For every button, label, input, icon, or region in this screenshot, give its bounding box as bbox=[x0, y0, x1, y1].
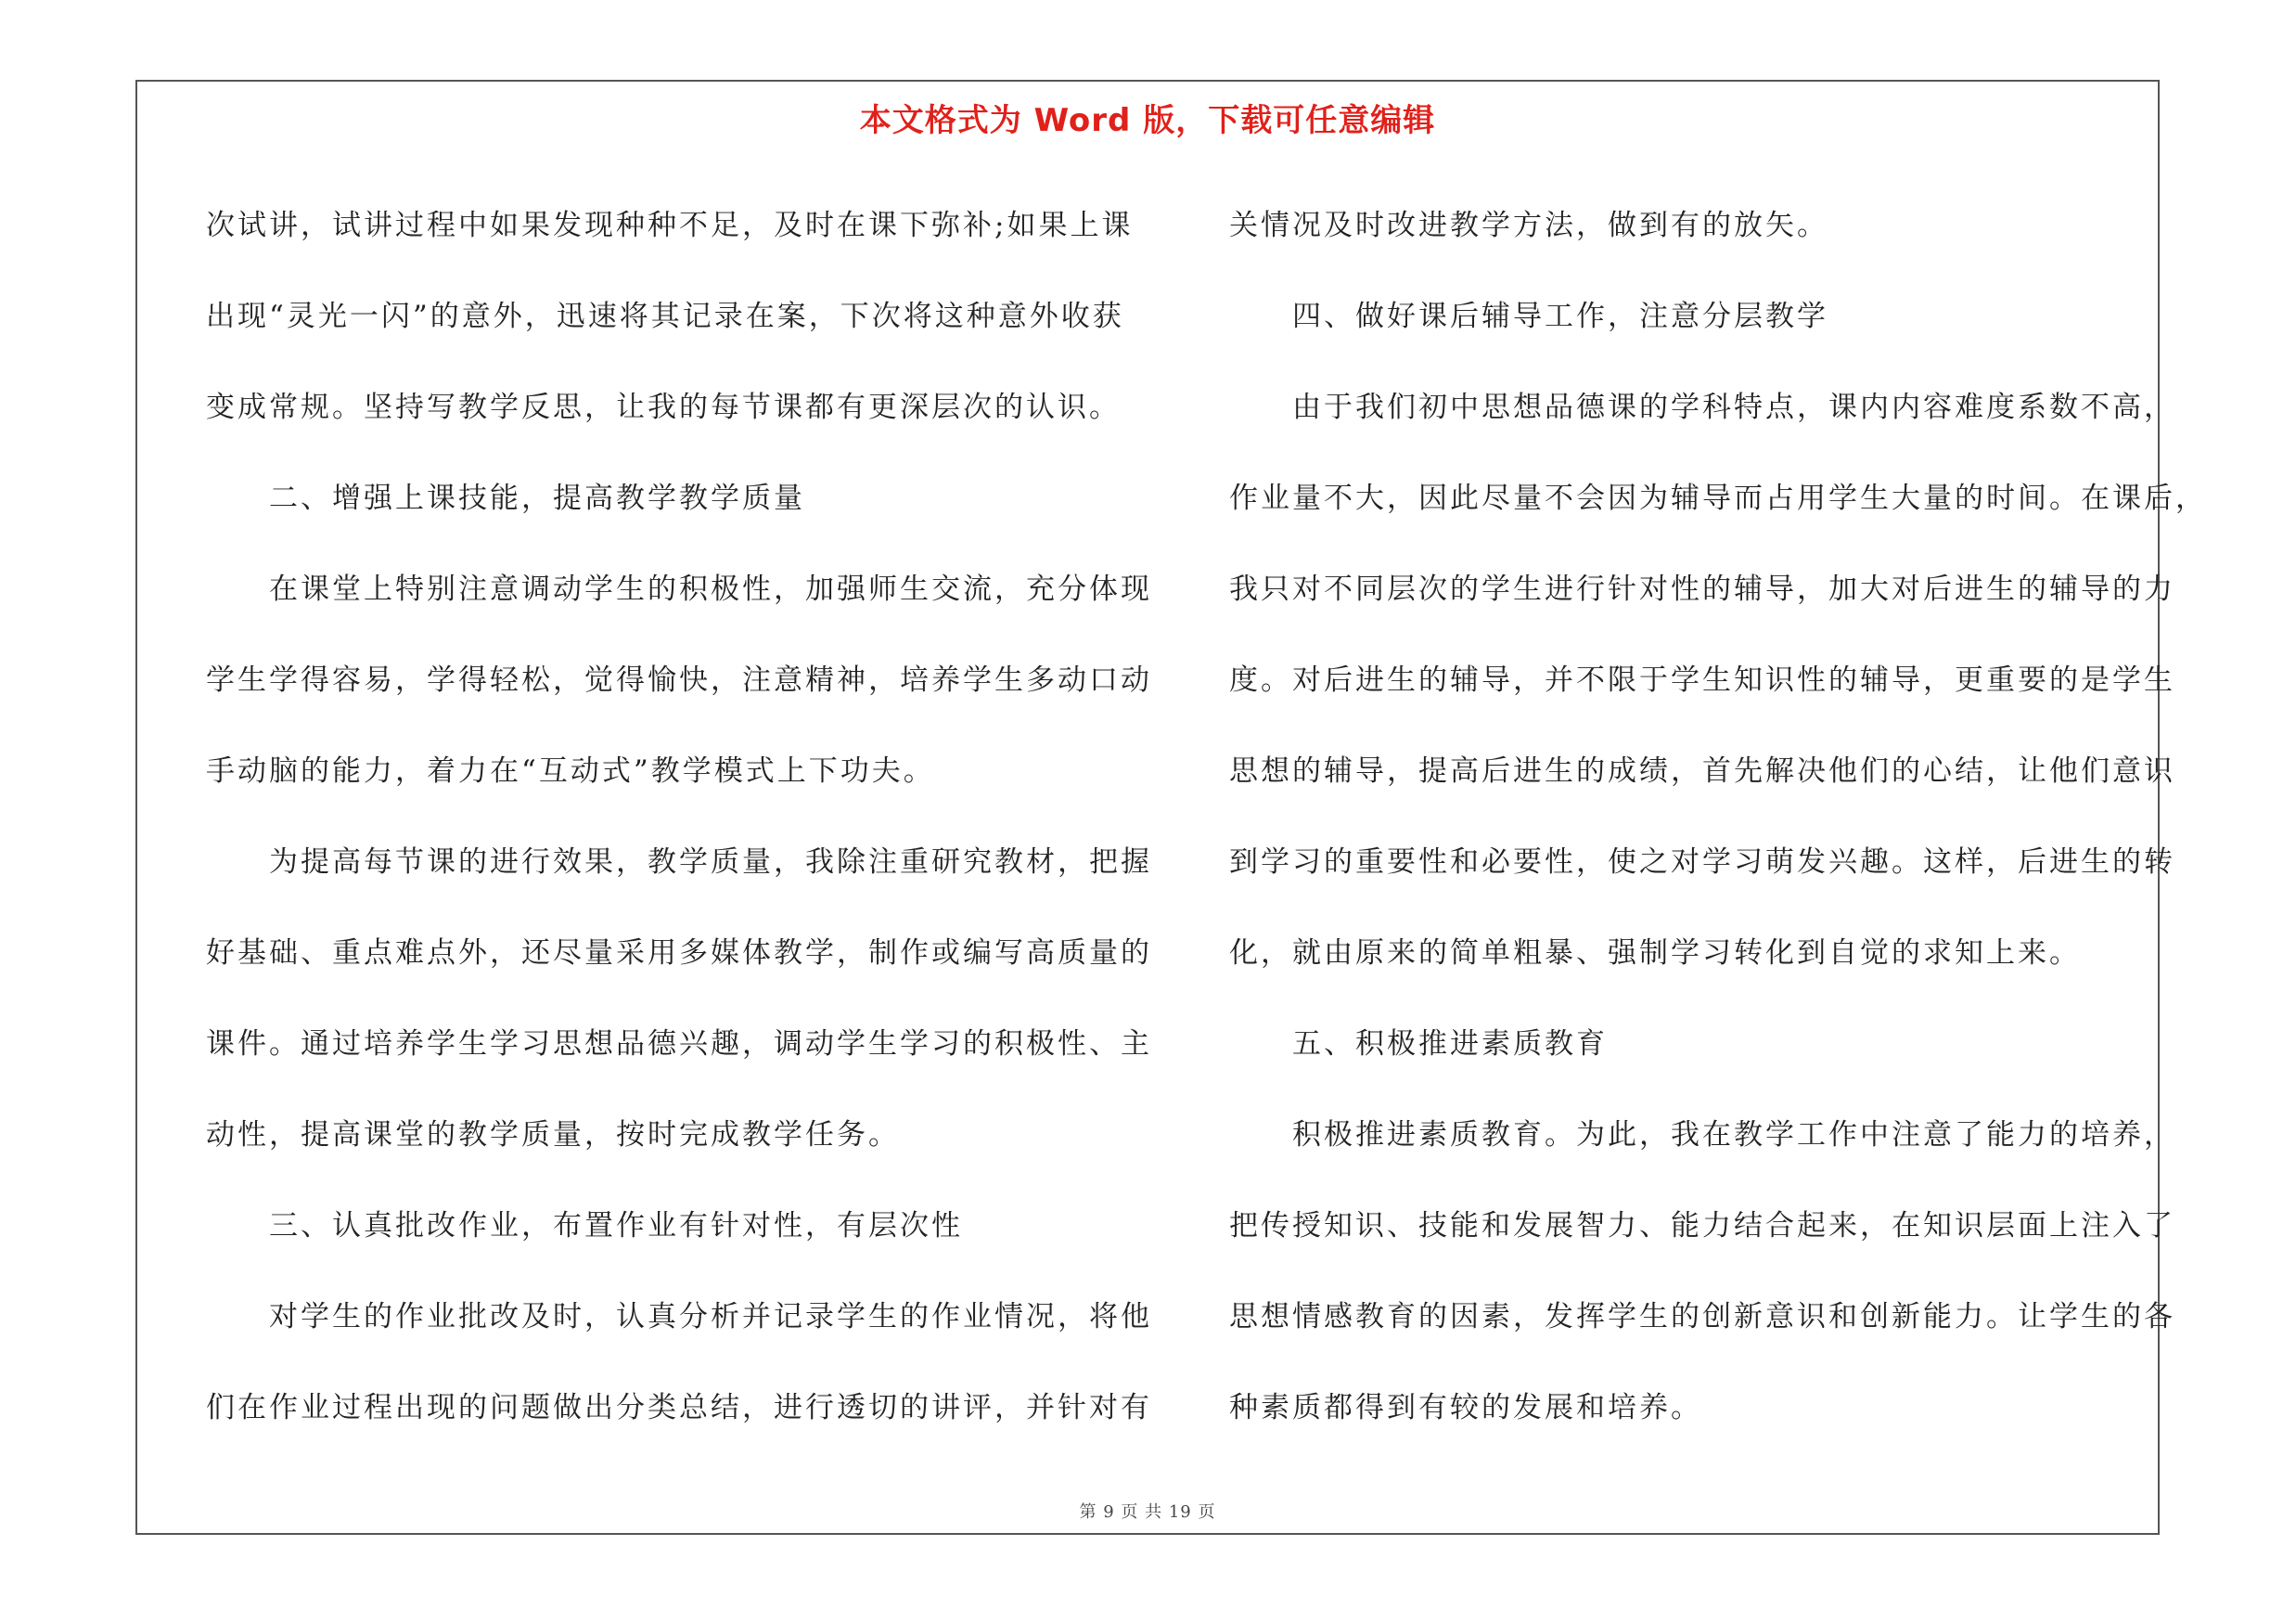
page-number: 第 9 页 共 19 页 bbox=[1079, 1502, 1216, 1522]
left-text-column bbox=[206, 180, 1152, 1453]
text-line: 思想情感教育的因素，发挥学生的创新意识和创新能力。让学生的各 bbox=[1229, 1300, 2175, 1333]
text-line: 出现“灵光一闪”的意外，迅速将其记录在案，下次将这种意外收获 bbox=[206, 300, 1124, 333]
text-line: 积极推进素质教育。为此，我在教学工作中注意了能力的培养， bbox=[1229, 1118, 2175, 1152]
text-line: 为提高每节课的进行效果，教学质量，我除注重研究教材，把握 bbox=[206, 845, 1152, 879]
text-line: 动性，提高课堂的教学质量，按时完成教学任务。 bbox=[206, 1118, 900, 1152]
text-line: 由于我们初中思想品德课的学科特点，课内内容难度系数不高， bbox=[1229, 391, 2175, 424]
text-line: 关情况及时改进教学方法，做到有的放矢。 bbox=[1229, 209, 1828, 242]
text-line: 次试讲，试讲过程中如果发现种种不足，及时在课下弥补;如果上课 bbox=[206, 209, 1134, 242]
text-line: 们在作业过程出现的问题做出分类总结，进行透切的讲评，并针对有 bbox=[206, 1391, 1152, 1424]
text-line: 课件。通过培养学生学习思想品德兴趣，调动学生学习的积极性、主 bbox=[206, 1027, 1152, 1061]
text-line: 对学生的作业批改及时，认真分析并记录学生的作业情况，将他 bbox=[206, 1300, 1152, 1333]
document-page bbox=[135, 80, 2207, 1535]
text-line: 到学习的重要性和必要性，使之对学习萌发兴趣。这样，后进生的转 bbox=[1229, 845, 2175, 879]
text-line: 在课堂上特别注意调动学生的积极性，加强师生交流，充分体现 bbox=[206, 573, 1152, 606]
text-line: 我只对不同层次的学生进行针对性的辅导，加大对后进生的辅导的力 bbox=[1229, 573, 2175, 606]
text-line: 变成常规。坚持写教学反思，让我的每节课都有更深层次的认识。 bbox=[206, 391, 1121, 424]
section-heading: 五、积极推进素质教育 bbox=[1229, 1027, 1608, 1061]
word-format-banner: 本文格式为 Word 版，下载可任意编辑 bbox=[859, 102, 1436, 139]
text-line: 把传授知识、技能和发展智力、能力结合起来，在知识层面上注入了 bbox=[1229, 1209, 2175, 1243]
text-line: 学生学得容易，学得轻松，觉得愉快，注意精神，培养学生多动口动 bbox=[206, 663, 1152, 697]
text-line: 思想的辅导，提高后进生的成绩，首先解决他们的心结，让他们意识 bbox=[1229, 754, 2175, 788]
section-heading: 四、做好课后辅导工作，注意分层教学 bbox=[1229, 300, 1828, 333]
section-heading: 二、增强上课技能，提高教学教学质量 bbox=[206, 482, 805, 515]
text-line: 度。对后进生的辅导，并不限于学生知识性的辅导，更重要的是学生 bbox=[1229, 663, 2175, 697]
text-line: 好基础、重点难点外，还尽量采用多媒体教学，制作或编写高质量的 bbox=[206, 936, 1152, 970]
section-heading: 三、认真批改作业，布置作业有针对性，有层次性 bbox=[206, 1209, 963, 1243]
text-line: 种素质都得到有较的发展和培养。 bbox=[1229, 1391, 1702, 1424]
text-line: 作业量不大，因此尽量不会因为辅导而占用学生大量的时间。在课后， bbox=[1229, 482, 2207, 515]
text-line: 化，就由原来的简单粗暴、强制学习转化到自觉的求知上来。 bbox=[1229, 936, 2081, 970]
text-line: 手动脑的能力，着力在“互动式”教学模式上下功夫。 bbox=[206, 754, 935, 788]
right-text-column bbox=[1229, 180, 2207, 1453]
